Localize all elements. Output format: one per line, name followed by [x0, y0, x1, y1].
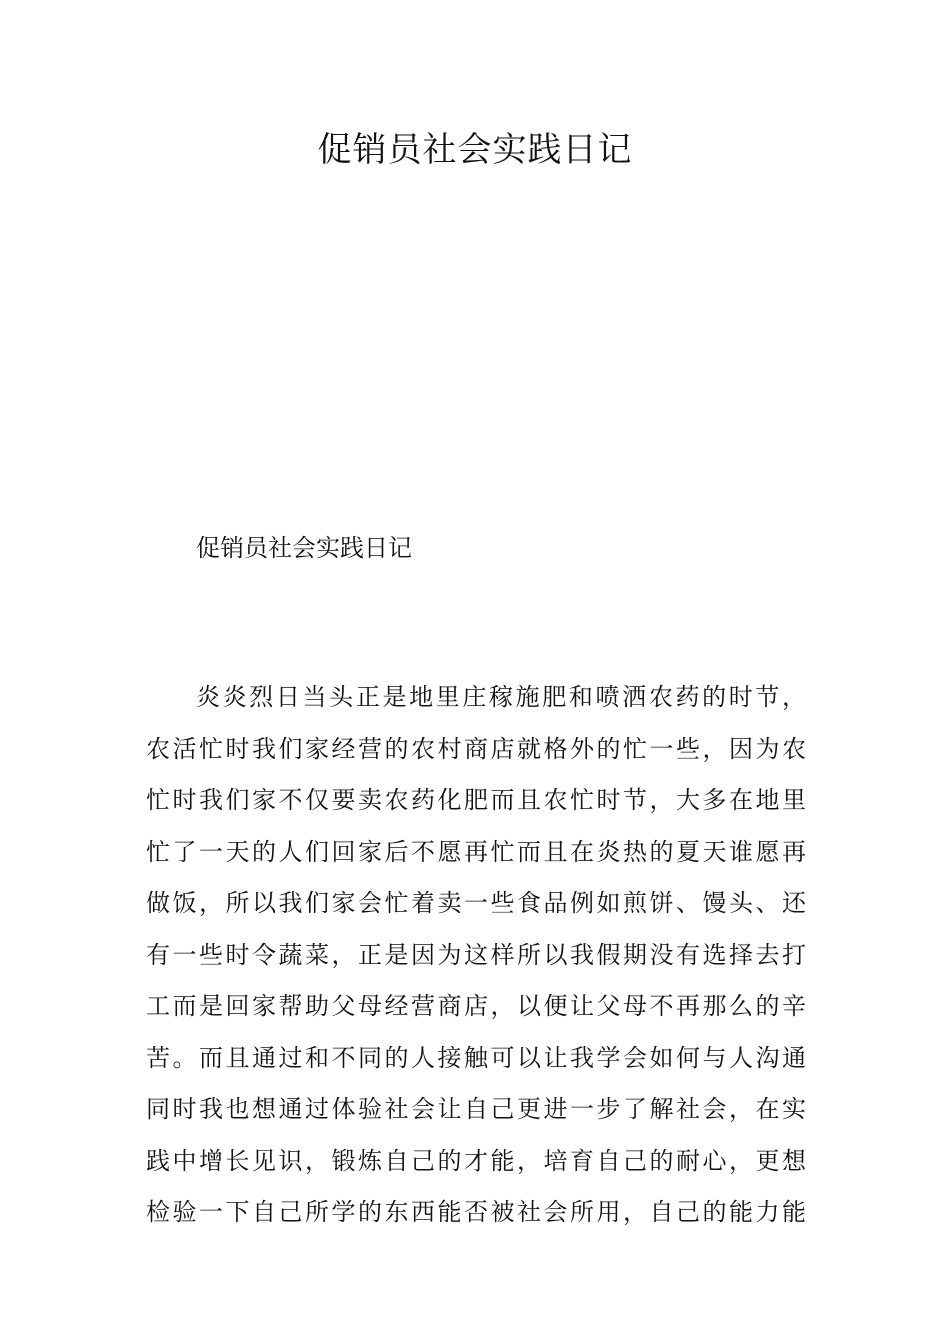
page-title: 促销员社会实践日记 — [317, 130, 633, 170]
body-line: 做饭，所以我们家会忙着卖一些食品例如煎饼、馒头、还 — [146, 889, 806, 917]
body-line: 有一些时令蔬菜，正是因为这样所以我假期没有选择去打 — [146, 940, 806, 969]
body-line: 检验一下自己所学的东西能否被社会所用，自己的能力能 — [146, 1198, 806, 1226]
body-paragraph — [146, 672, 806, 1239]
body-line: 践中增长见识，锻炼自己的才能，培育自己的耐心，更想 — [146, 1146, 806, 1175]
body-line: 农活忙时我们家经营的农村商店就格外的忙一些，因为农 — [146, 734, 806, 763]
body-line: 工而是回家帮助父母经营商店，以便让父母不再那么的辛 — [146, 992, 806, 1020]
section-heading: 促销员社会实践日记 — [196, 534, 412, 562]
body-line: 炎炎烈日当头正是地里庄稼施肥和喷洒农药的时节， — [196, 683, 806, 711]
body-line: 忙时我们家不仅要卖农药化肥而且农忙时节，大多在地里 — [146, 786, 806, 814]
body-line: 同时我也想通过体验社会让自己更进一步了解社会，在实 — [146, 1095, 806, 1123]
body-line: 忙了一天的人们回家后不愿再忙而且在炎热的夏天谁愿再 — [146, 837, 806, 866]
body-line: 苦。而且通过和不同的人接触可以让我学会如何与人沟通 — [146, 1043, 806, 1072]
